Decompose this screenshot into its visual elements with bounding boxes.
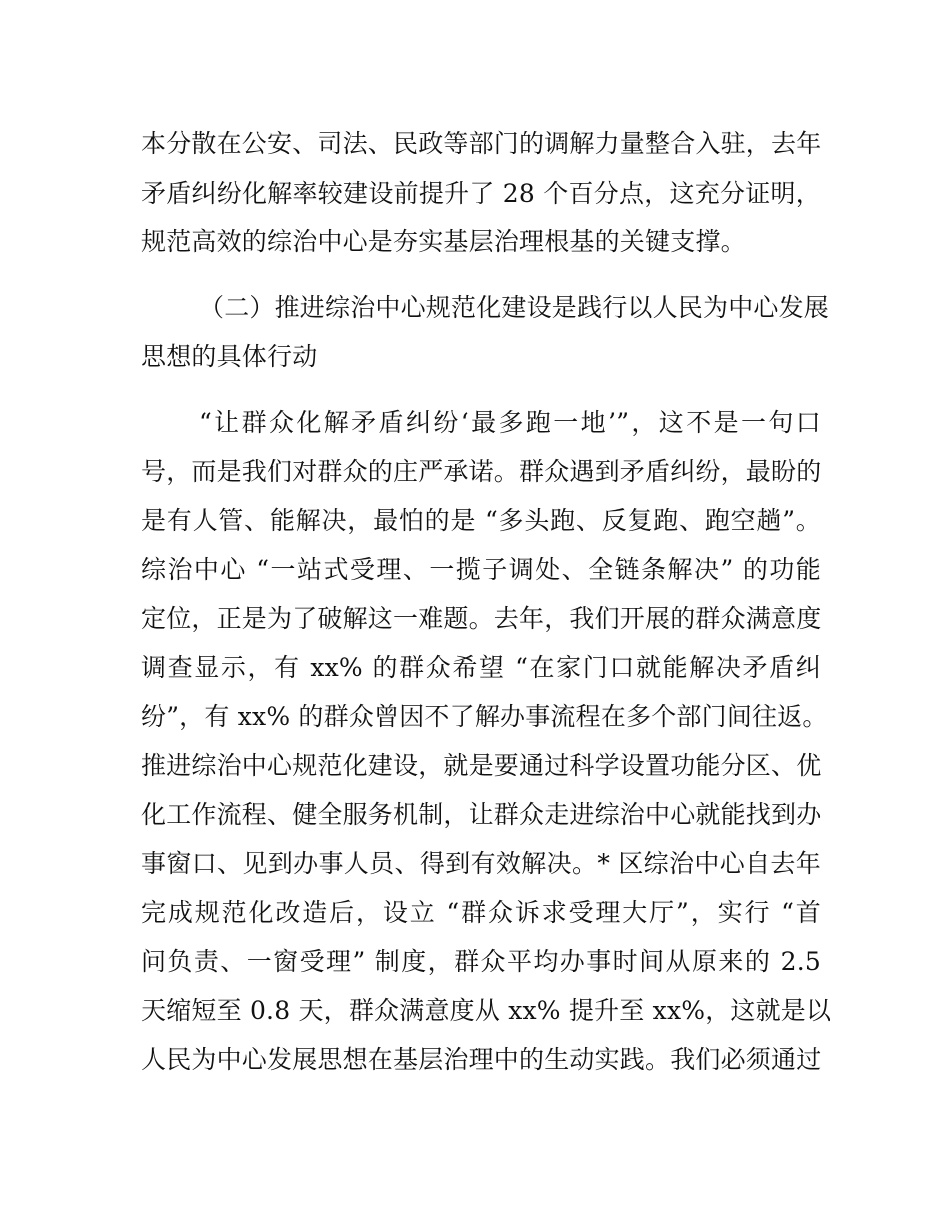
- body-text-line: 问负责、一窗受理” 制度，群众平均办事时间从原来的 2.5: [141, 947, 821, 976]
- body-text-line: 本分散在公安、司法、民政等部门的调解力量整合入驻，去年: [141, 129, 822, 158]
- body-text-line: 号，而是我们对群众的庄严承诺。群众遇到矛盾纠纷，最盼的: [141, 457, 822, 486]
- body-text-line: 定位，正是为了破解这一难题。去年，我们开展的群众满意度: [141, 604, 822, 633]
- body-text-line: 完成规范化改造后，设立 “群众诉求受理大厅”，实行 “首: [141, 898, 821, 927]
- body-text-line: 综治中心 “一站式受理、一揽子调处、全链条解决” 的功能: [141, 555, 821, 584]
- body-text-line: 矛盾纠纷化解率较建设前提升了 28 个百分点，这充分证明，: [141, 179, 821, 208]
- body-text-line: 是有人管、能解决，最怕的是 “多头跑、反复跑、跑空趟”。: [141, 506, 821, 535]
- section-heading-line: （二）推进综治中心规范化建设是践行以人民为中心发展: [199, 293, 830, 322]
- body-text-line: 推进综治中心规范化建设，就是要通过科学设置功能分区、优: [141, 751, 822, 780]
- body-text-line: 纷”，有 xx% 的群众曾因不了解办事流程在多个部门间往返。: [141, 702, 828, 731]
- body-text-line: “让群众化解矛盾纠纷‘最多跑一地’”，这不是一句口: [199, 408, 821, 437]
- body-text-line: 调查显示，有 xx% 的群众希望 “在家门口就能解决矛盾纠: [141, 653, 821, 682]
- body-text-line: 化工作流程、健全服务机制，让群众走进综治中心就能找到办: [141, 800, 822, 829]
- section-heading-line: 思想的具体行动: [141, 342, 318, 371]
- body-text-line: 人民为中心发展思想在基层治理中的生动实践。我们必须通过: [141, 1045, 822, 1074]
- body-text-line: 事窗口、见到办事人员、得到有效解决。* 区综治中心自去年: [141, 849, 821, 878]
- body-text-line: 规范高效的综治中心是夯实基层治理根基的关键支撑。: [141, 227, 746, 256]
- body-text-line: 天缩短至 0.8 天，群众满意度从 xx% 提升至 xx%，这就是以: [141, 996, 832, 1025]
